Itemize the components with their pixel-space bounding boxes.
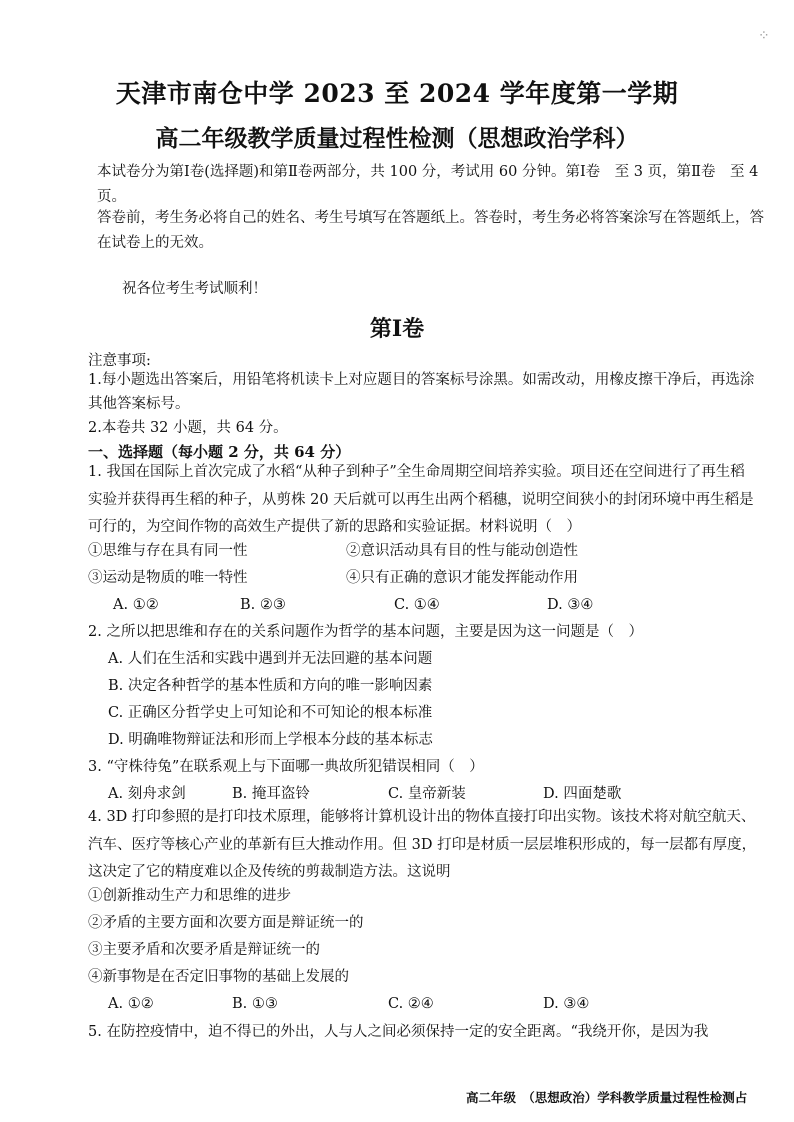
q2-option-a: A. 人们在生活和实践中遇到并无法回避的基本问题 <box>108 651 433 667</box>
q4-option-b: B. ①③ <box>232 996 278 1012</box>
q3-option-d: D. 四面楚歌 <box>543 786 622 802</box>
q1-statement-1: ①思维与存在具有同一性 <box>88 543 248 559</box>
question-4-stem: 4. 3D 打印参照的是打印技术原理，能够将计算机设计出的物体直接打印出实物。该技术将对航空航天、汽车、医疗等核心产业的革新有巨大推动作用。但 3D 打印是材质一层层堆积形成的，每一层都有厚度，这决定了它的精度难以企及传统的剪裁制造方法。这说明 <box>88 809 757 880</box>
note-item-2: 2.本卷共 32 小题，共 64 分。 <box>88 420 288 436</box>
q4-option-a: A. ①② <box>108 996 154 1012</box>
part-heading: 一、选择题（每小题 2 分，共 64 分） <box>88 443 351 461</box>
question-1-stem: 1. 我国在国际上首次完成了水稻“从种子到种子”全生命周期空间培养实验。项目还在空间进行了再生稻实验并获得再生稻的种子，从剪株 20 天后就可以再生出两个稻穗，说明空间狭小的封闭环境中再生稻是可行的，为空间作物的高效生产提供了新的思路和实验证据。材料说明（ ） <box>88 464 754 535</box>
q2-option-b: B. 决定各种哲学的基本性质和方向的唯一影响因素 <box>108 678 433 694</box>
q3-option-b: B. 掩耳盗铃 <box>232 786 310 802</box>
q4-statement-3: ③主要矛盾和次要矛盾是辩证统一的 <box>88 942 320 958</box>
page-footer: 高二年级 （思想政治）学科教学质量过程性检测占 <box>466 1090 748 1105</box>
q2-option-c: C. 正确区分哲学史上可知论和不可知论的根本标准 <box>108 705 433 721</box>
q4-option-d: D. ③④ <box>543 996 590 1012</box>
q4-option-c: C. ②④ <box>388 996 434 1012</box>
q1-option-a: A. ①② <box>113 597 159 613</box>
section-title: 第Ⅰ卷 <box>369 316 425 342</box>
intro-paragraph-1: 本试卷分为第Ⅰ卷(选择题)和第Ⅱ卷两部分，共 100 分，考试用 60 分钟。第Ⅰ卷 至 3 页，第Ⅱ卷 至 4 页。 <box>97 164 759 205</box>
note-item-1: 1.每小题选出答案后，用铅笔将机读卡上对应题目的答案标号涂黑。如需改动，用橡皮擦干净后，再选涂其他答案标号。 <box>88 372 755 412</box>
q4-statement-1: ①创新推动生产力和思维的进步 <box>88 888 291 904</box>
scan-mark: ⁘ <box>758 28 770 44</box>
q2-option-d: D. 明确唯物辩证法和形而上学根本分歧的基本标志 <box>108 732 433 748</box>
q1-statement-2: ②意识活动具有目的性与能动创造性 <box>346 543 578 559</box>
q1-statement-4: ④只有正确的意识才能发挥能动作用 <box>346 570 578 586</box>
q1-statement-3: ③运动是物质的唯一特性 <box>88 570 248 586</box>
q4-statement-2: ②矛盾的主要方面和次要方面是辩证统一的 <box>88 915 364 931</box>
q1-option-c: C. ①④ <box>394 597 440 613</box>
good-luck-text: 祝各位考生考试顺利！ <box>122 281 267 297</box>
question-3-stem: 3. “守株待兔”在联系观上与下面哪一典故所犯错误相同（ ） <box>88 759 484 775</box>
q3-option-c: C. 皇帝新装 <box>388 786 466 802</box>
exam-title: 天津市南仓中学 2023 至 2024 学年度第一学期 <box>115 79 679 108</box>
q1-option-d: D. ③④ <box>547 597 594 613</box>
q4-statement-4: ④新事物是在否定旧事物的基础上发展的 <box>88 969 349 985</box>
intro-paragraph-2: 答卷前，考生务必将自己的姓名、考生号填写在答题纸上。答卷时，考生务必将答案涂写在答题纸上，答在试卷上的无效。 <box>97 210 764 251</box>
question-5-stem: 5. 在防控疫情中，迫不得已的外出，人与人之间必须保持一定的安全距离。“我绕开你，是因为我 <box>88 1024 709 1040</box>
notes-heading: 注意事项: <box>88 353 151 369</box>
q3-option-a: A. 刻舟求剑 <box>108 786 186 802</box>
exam-subtitle: 高二年级教学质量过程性检测（思想政治学科） <box>155 125 639 152</box>
q1-option-b: B. ②③ <box>240 597 286 613</box>
question-2-stem: 2. 之所以把思维和存在的关系问题作为哲学的基本问题，主要是因为这一问题是（ ） <box>88 624 643 640</box>
